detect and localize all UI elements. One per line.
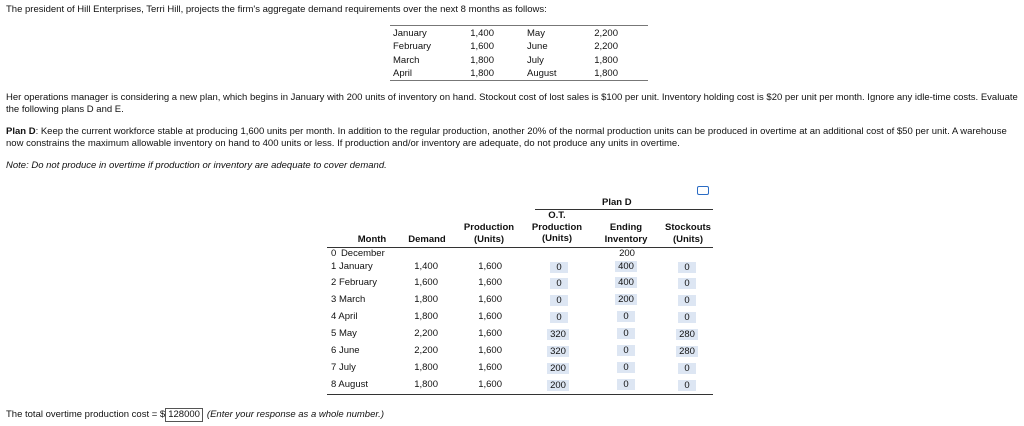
row-demand: 1,800 <box>414 362 438 373</box>
demand-value-left: 1,600 <box>470 41 494 52</box>
table-row-month <box>331 379 368 390</box>
row-num: 3 <box>331 294 337 305</box>
row-demand: 2,200 <box>414 345 438 356</box>
header-demand: Demand <box>408 234 446 245</box>
row-month: June <box>338 345 360 356</box>
row-production: 1,600 <box>478 379 502 390</box>
demand-value-left: 1,800 <box>470 68 494 79</box>
row-production: 1,600 <box>478 261 502 272</box>
ending-inventory-input[interactable]: 0 <box>617 311 635 322</box>
row-production: 1,600 <box>478 277 502 288</box>
demand-month-left: February <box>393 41 432 52</box>
stockouts-input[interactable]: 0 <box>678 312 696 323</box>
table-row-month <box>331 294 365 305</box>
header-ending-inventory: Ending Inventory <box>604 222 648 245</box>
ot-production-input[interactable]: 200 <box>547 380 569 391</box>
demand-month-right: August <box>527 68 557 79</box>
demand-month-right: May <box>527 28 545 39</box>
ot-production-input[interactable]: 0 <box>550 278 568 289</box>
december-num: 0 <box>331 248 337 259</box>
row-num: 7 <box>331 362 337 373</box>
ending-inventory-input[interactable]: 200 <box>615 294 637 305</box>
demand-value-left: 1,400 <box>470 28 494 39</box>
demand-value-left: 1,800 <box>470 55 494 66</box>
demand-month-left: April <box>393 68 413 79</box>
demand-month-right: June <box>527 41 548 52</box>
row-num: 6 <box>331 345 337 356</box>
row-production: 1,600 <box>478 328 502 339</box>
row-num: 1 <box>331 261 337 272</box>
row-month: February <box>338 277 377 288</box>
total-label: The total overtime production cost = $ <box>6 409 166 420</box>
ot-production-input[interactable]: 320 <box>547 346 569 357</box>
table-row-month <box>331 345 360 356</box>
row-num: 4 <box>331 311 337 322</box>
table-row-month <box>331 311 357 322</box>
row-demand: 1,600 <box>414 277 438 288</box>
table-row-month <box>331 328 357 339</box>
row-demand: 1,800 <box>414 294 438 305</box>
ending-inventory-input[interactable]: 400 <box>615 261 637 272</box>
ending-inventory-input[interactable]: 400 <box>615 277 637 288</box>
copy-icon[interactable] <box>697 186 709 195</box>
row-month: January <box>338 261 373 272</box>
row-production: 1,600 <box>478 311 502 322</box>
row-demand: 2,200 <box>414 328 438 339</box>
stockouts-input[interactable]: 0 <box>678 295 696 306</box>
note-text: Note: Do not produce in overtime if production or inventory are adequate to cover demand. <box>6 160 387 171</box>
header-stockouts: Stockouts (Units) <box>665 222 711 245</box>
total-line <box>6 408 384 422</box>
demand-month-left: March <box>393 55 420 66</box>
table-row-month <box>331 362 356 373</box>
plan-d-text: : Keep the current workforce stable at producing 1,600 units per month. In addition to the regular production, another 20% of the normal production units can be produced in overtime at an additional cost of $50 per unit. A warehouse now constrains the maximum allowable inventory on hand to 400 units or less. If production and/or inventory are adequate, do not produce any units in overtime. <box>6 126 1007 149</box>
stockouts-input[interactable]: 0 <box>678 380 696 391</box>
row-num: 2 <box>331 277 337 288</box>
header-rule <box>327 247 713 248</box>
demand-table-bottom-rule <box>390 80 648 81</box>
ending-inventory-input[interactable]: 0 <box>617 328 635 339</box>
row-num: 5 <box>331 328 337 339</box>
row-month: July <box>338 362 356 373</box>
ot-production-input[interactable]: 0 <box>550 312 568 323</box>
demand-value-right: 1,800 <box>594 68 618 79</box>
row-production: 1,600 <box>478 294 502 305</box>
plan-d-label: Plan D <box>6 126 36 137</box>
demand-value-right: 2,200 <box>594 41 618 52</box>
ending-inventory-input[interactable]: 0 <box>617 345 635 356</box>
ot-production-input[interactable]: 320 <box>547 329 569 340</box>
stockouts-input[interactable]: 0 <box>678 278 696 289</box>
ending-inventory-input[interactable]: 0 <box>617 379 635 390</box>
demand-value-right: 2,200 <box>594 28 618 39</box>
row-month: May <box>338 328 357 339</box>
header-production: Production (Units) <box>463 222 515 245</box>
intro-text: The president of Hill Enterprises, Terri Hill, projects the firm's aggregate demand requirements over the next 8 months as follows: <box>6 4 547 15</box>
row-production: 1,600 <box>478 345 502 356</box>
stockouts-input[interactable]: 0 <box>678 262 696 273</box>
row-demand: 1,400 <box>414 261 438 272</box>
ot-production-input[interactable]: 0 <box>550 295 568 306</box>
december-row <box>331 248 385 259</box>
ot-production-input[interactable]: 200 <box>547 363 569 374</box>
ending-inventory-input[interactable]: 0 <box>617 362 635 373</box>
row-production: 1,600 <box>478 362 502 373</box>
table-bottom-rule <box>327 394 713 395</box>
stockouts-input[interactable]: 0 <box>678 363 696 374</box>
demand-value-right: 1,800 <box>594 55 618 66</box>
table-row-month <box>331 261 373 272</box>
december-month: December <box>340 248 385 259</box>
total-cost-input[interactable]: 128000 <box>165 408 203 422</box>
table-row-month <box>331 277 377 288</box>
row-num: 8 <box>331 379 337 390</box>
total-hint: (Enter your response as a whole number.) <box>206 409 384 420</box>
header-ot-production: O.T. Production (Units) <box>531 210 583 244</box>
row-month: April <box>338 311 358 322</box>
plan-d-description <box>6 126 1016 149</box>
operations-paragraph: Her operations manager is considering a new plan, which begins in January with 200 units of inventory on hand. Stockout cost of lost sales is $100 per unit. Inventory holding cost is $20 per unit per month. Ignore any idle-time costs. Evaluate the following plans D and E. <box>6 92 1018 115</box>
row-month: August <box>338 379 368 390</box>
december-ending: 200 <box>619 248 635 259</box>
plan-table-title: Plan D <box>602 197 632 208</box>
demand-table-top-rule <box>390 25 648 26</box>
row-month: March <box>338 294 366 305</box>
stockouts-input[interactable]: 280 <box>676 346 698 357</box>
demand-month-right: July <box>527 55 544 66</box>
header-month: Month <box>357 234 387 245</box>
ot-production-input[interactable]: 0 <box>550 262 568 273</box>
demand-month-left: January <box>393 28 427 39</box>
row-demand: 1,800 <box>414 379 438 390</box>
row-demand: 1,800 <box>414 311 438 322</box>
stockouts-input[interactable]: 280 <box>676 329 698 340</box>
